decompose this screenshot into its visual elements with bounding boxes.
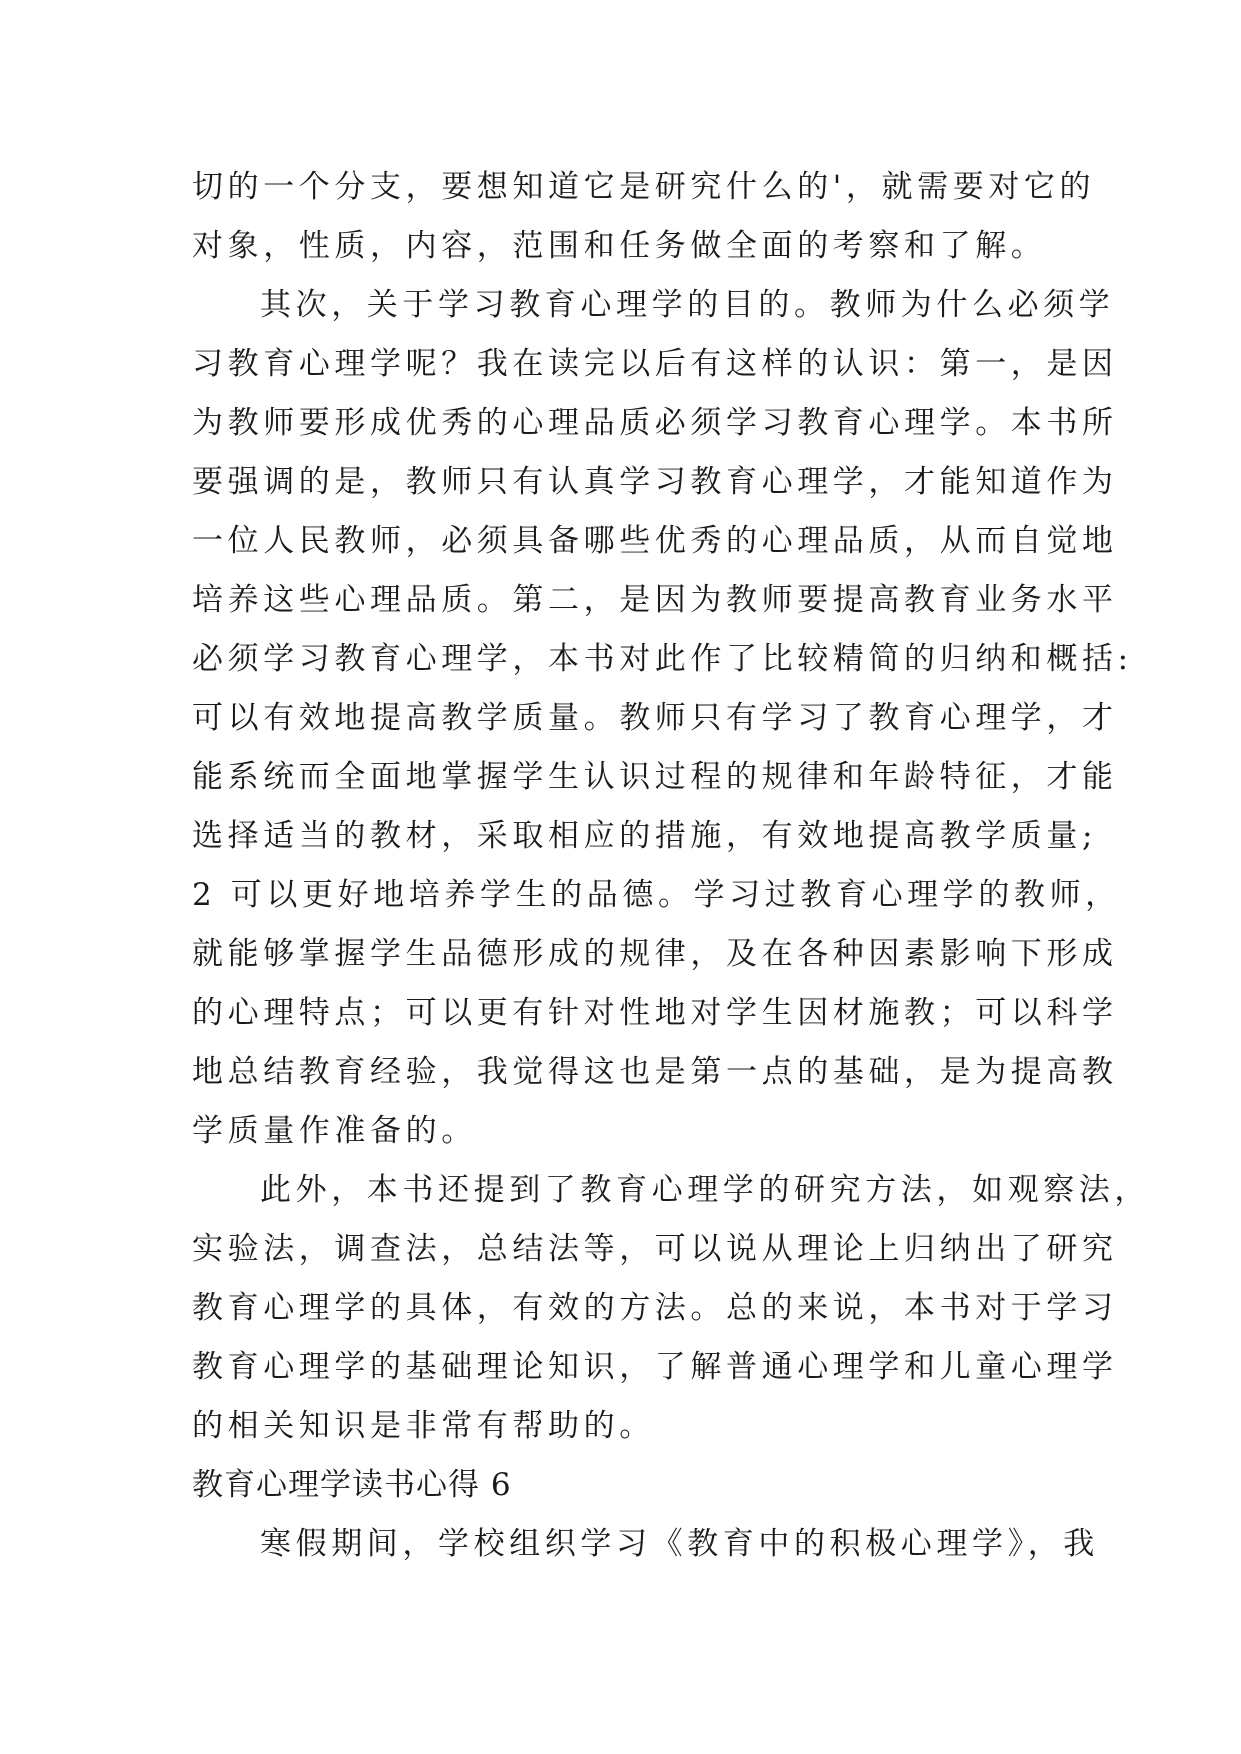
paragraph-purpose [192,276,1133,1161]
text-line: 的相关知识是非常有帮助的。 [192,1408,655,1444]
text-line: 为教师要形成优秀的心理品质必须学习教育心理学。本书所 [192,405,1118,441]
text-line: 教育心理学的具体，有效的方法。总的来说，本书对于学习 [192,1290,1118,1326]
text-line: 切的一个分支，要想知道它是研究什么的'，就需要对它的 [192,169,1096,205]
text-line: 此外，本书还提到了教育心理学的研究方法，如观察法， [260,1172,1150,1208]
text-line: 2 可以更好地培养学生的品德。学习过教育心理学的教师， [192,877,1121,913]
text-line: 一位人民教师，必须具备哪些优秀的心理品质，从而自觉地 [192,523,1118,559]
text-line: 能系统而全面地掌握学生认识过程的规律和年龄特征，才能 [192,759,1118,795]
text-line: 选择适当的教材，采取相应的措施，有效地提高教学质量; [192,818,1098,854]
text-line: 地总结教育经验，我觉得这也是第一点的基础，是为提高教 [192,1054,1118,1090]
text-line: 对象，性质，内容，范围和任务做全面的考察和了解。 [192,228,1047,264]
text-line: 学质量作准备的。 [192,1113,477,1149]
text-line: 寒假期间，学校组织学习《教育中的积极心理学》，我 [260,1526,1099,1562]
text-line: 习教育心理学呢？我在读完以后有这样的认识：第一，是因 [192,346,1118,382]
text-line: 就能够掌握学生品德形成的规律，及在各种因素影响下形成 [192,936,1118,972]
document-body [192,158,1150,1574]
text-line: 必须学习教育心理学，本书对此作了比较精简的归纳和概括: [192,641,1133,677]
paragraph-continued [192,158,1096,276]
text-line: 可以有效地提高教学质量。教师只有学习了教育心理学，才 [192,700,1118,736]
paragraph-methods [192,1161,1150,1456]
text-line: 其次，关于学习教育心理学的目的。教师为什么必须学 [260,287,1115,323]
text-line: 实验法，调查法，总结法等，可以说从理论上归纳出了研究 [192,1231,1118,1267]
section-heading: 教育心理学读书心得 6 [192,1467,512,1503]
text-line: 的心理特点；可以更有针对性地对学生因材施教；可以科学 [192,995,1118,1031]
text-line: 要强调的是，教师只有认真学习教育心理学，才能知道作为 [192,464,1118,500]
text-line: 培养这些心理品质。第二，是因为教师要提高教育业务水平 [192,582,1118,618]
paragraph-winter-break [192,1515,1099,1574]
text-line: 教育心理学的基础理论知识，了解普通心理学和儿童心理学 [192,1349,1118,1385]
